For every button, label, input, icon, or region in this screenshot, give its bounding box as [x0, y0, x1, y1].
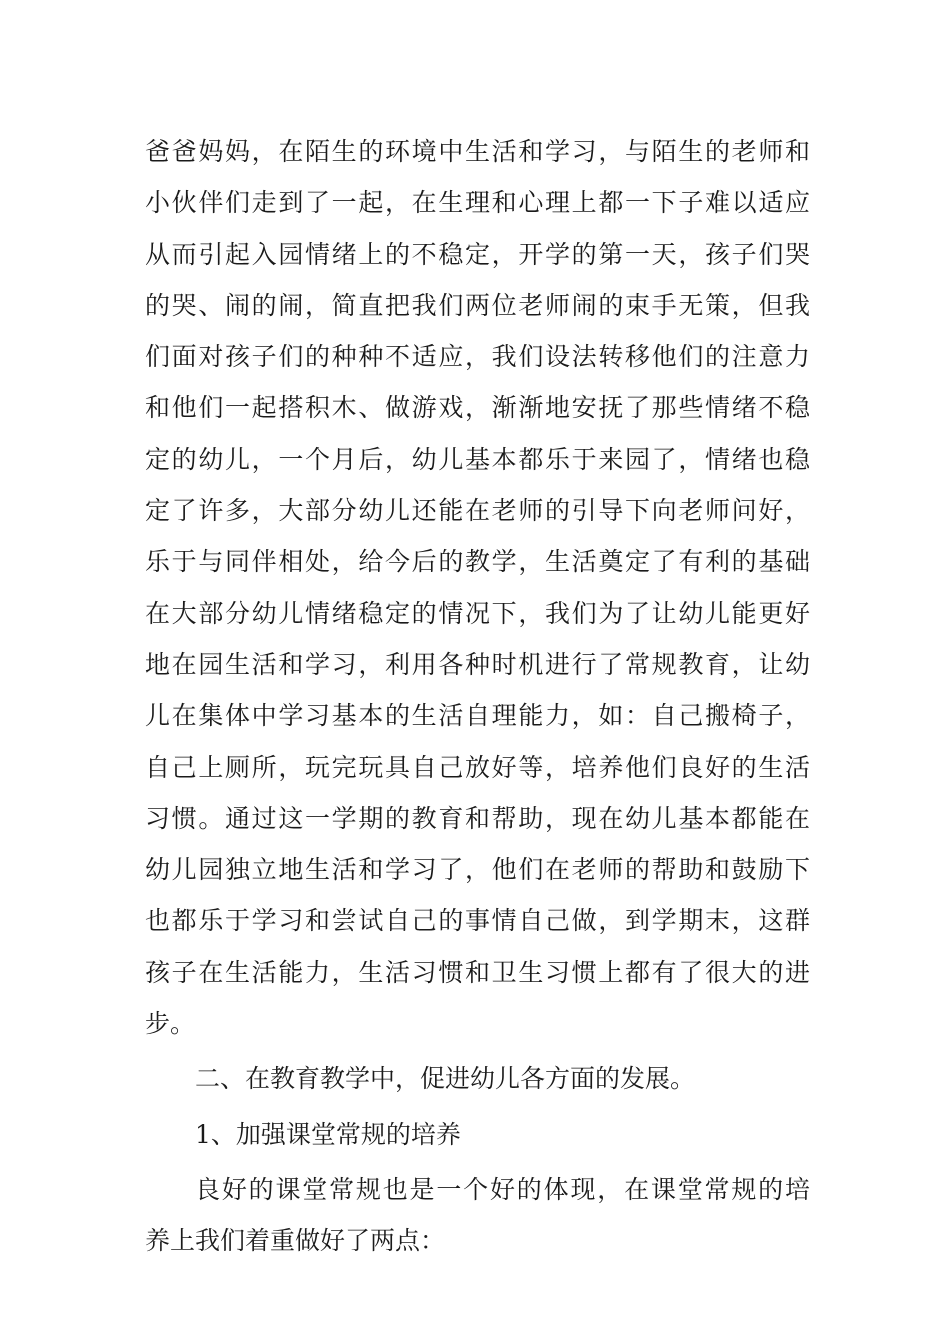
text-line: 的哭、闹的闹，简直把我们两位老师闹的束手无策，但我 [145, 290, 810, 320]
text-line: 也都乐于学习和尝试自己的事情自己做，到学期末，这群 [145, 906, 810, 936]
text-line: 和他们一起搭积木、做游戏，渐渐地安抚了那些情绪不稳 [145, 393, 810, 423]
text-line: 乐于与同伴相处，给今后的教学，生活奠定了有利的基础 [145, 547, 810, 577]
text-line: 在大部分幼儿情绪稳定的情况下，我们为了让幼儿能更好 [145, 598, 810, 628]
text-line: 孩子在生活能力，生活习惯和卫生习惯上都有了很大的进 [145, 957, 810, 987]
text-line: 定了许多，大部分幼儿还能在老师的引导下向老师问好， [145, 496, 810, 526]
text-line: 习惯。通过这一学期的教育和帮助，现在幼儿基本都能在 [145, 803, 810, 833]
text-line: 定的幼儿，一个月后，幼儿基本都乐于来园了，情绪也稳 [145, 444, 810, 474]
section-heading: 二、在教育教学中，促进幼儿各方面的发展。 [195, 1064, 696, 1094]
document-body [145, 126, 810, 1267]
text-line: 儿在集体中学习基本的生活自理能力，如：自己搬椅子， [145, 701, 810, 731]
text-line: 爸爸妈妈，在陌生的环境中生活和学习，与陌生的老师和 [145, 137, 810, 166]
text-line: 幼儿园独立地生活和学习了，他们在老师的帮助和鼓励下 [145, 855, 810, 885]
text-line: 良好的课堂常规也是一个好的体现，在课堂常规的培 [195, 1174, 810, 1204]
text-line: 们面对孩子们的种种不适应，我们设法转移他们的注意力 [145, 342, 810, 372]
text-line: 从而引起入园情绪上的不稳定，开学的第一天，孩子们哭 [145, 239, 810, 269]
text-line: 自己上厕所，玩完玩具自己放好等，培养他们良好的生活 [145, 752, 810, 782]
text-line: 地在园生活和学习，利用各种时机进行了常规教育，让幼 [145, 649, 810, 679]
subsection-heading: 1、加强课堂常规的培养 [195, 1119, 461, 1149]
text-line: 步。 [145, 1009, 196, 1039]
text-line: 小伙伴们走到了一起，在生理和心理上都一下子难以适应 [145, 188, 810, 218]
text-line: 养上我们着重做好了两点： [145, 1226, 446, 1256]
